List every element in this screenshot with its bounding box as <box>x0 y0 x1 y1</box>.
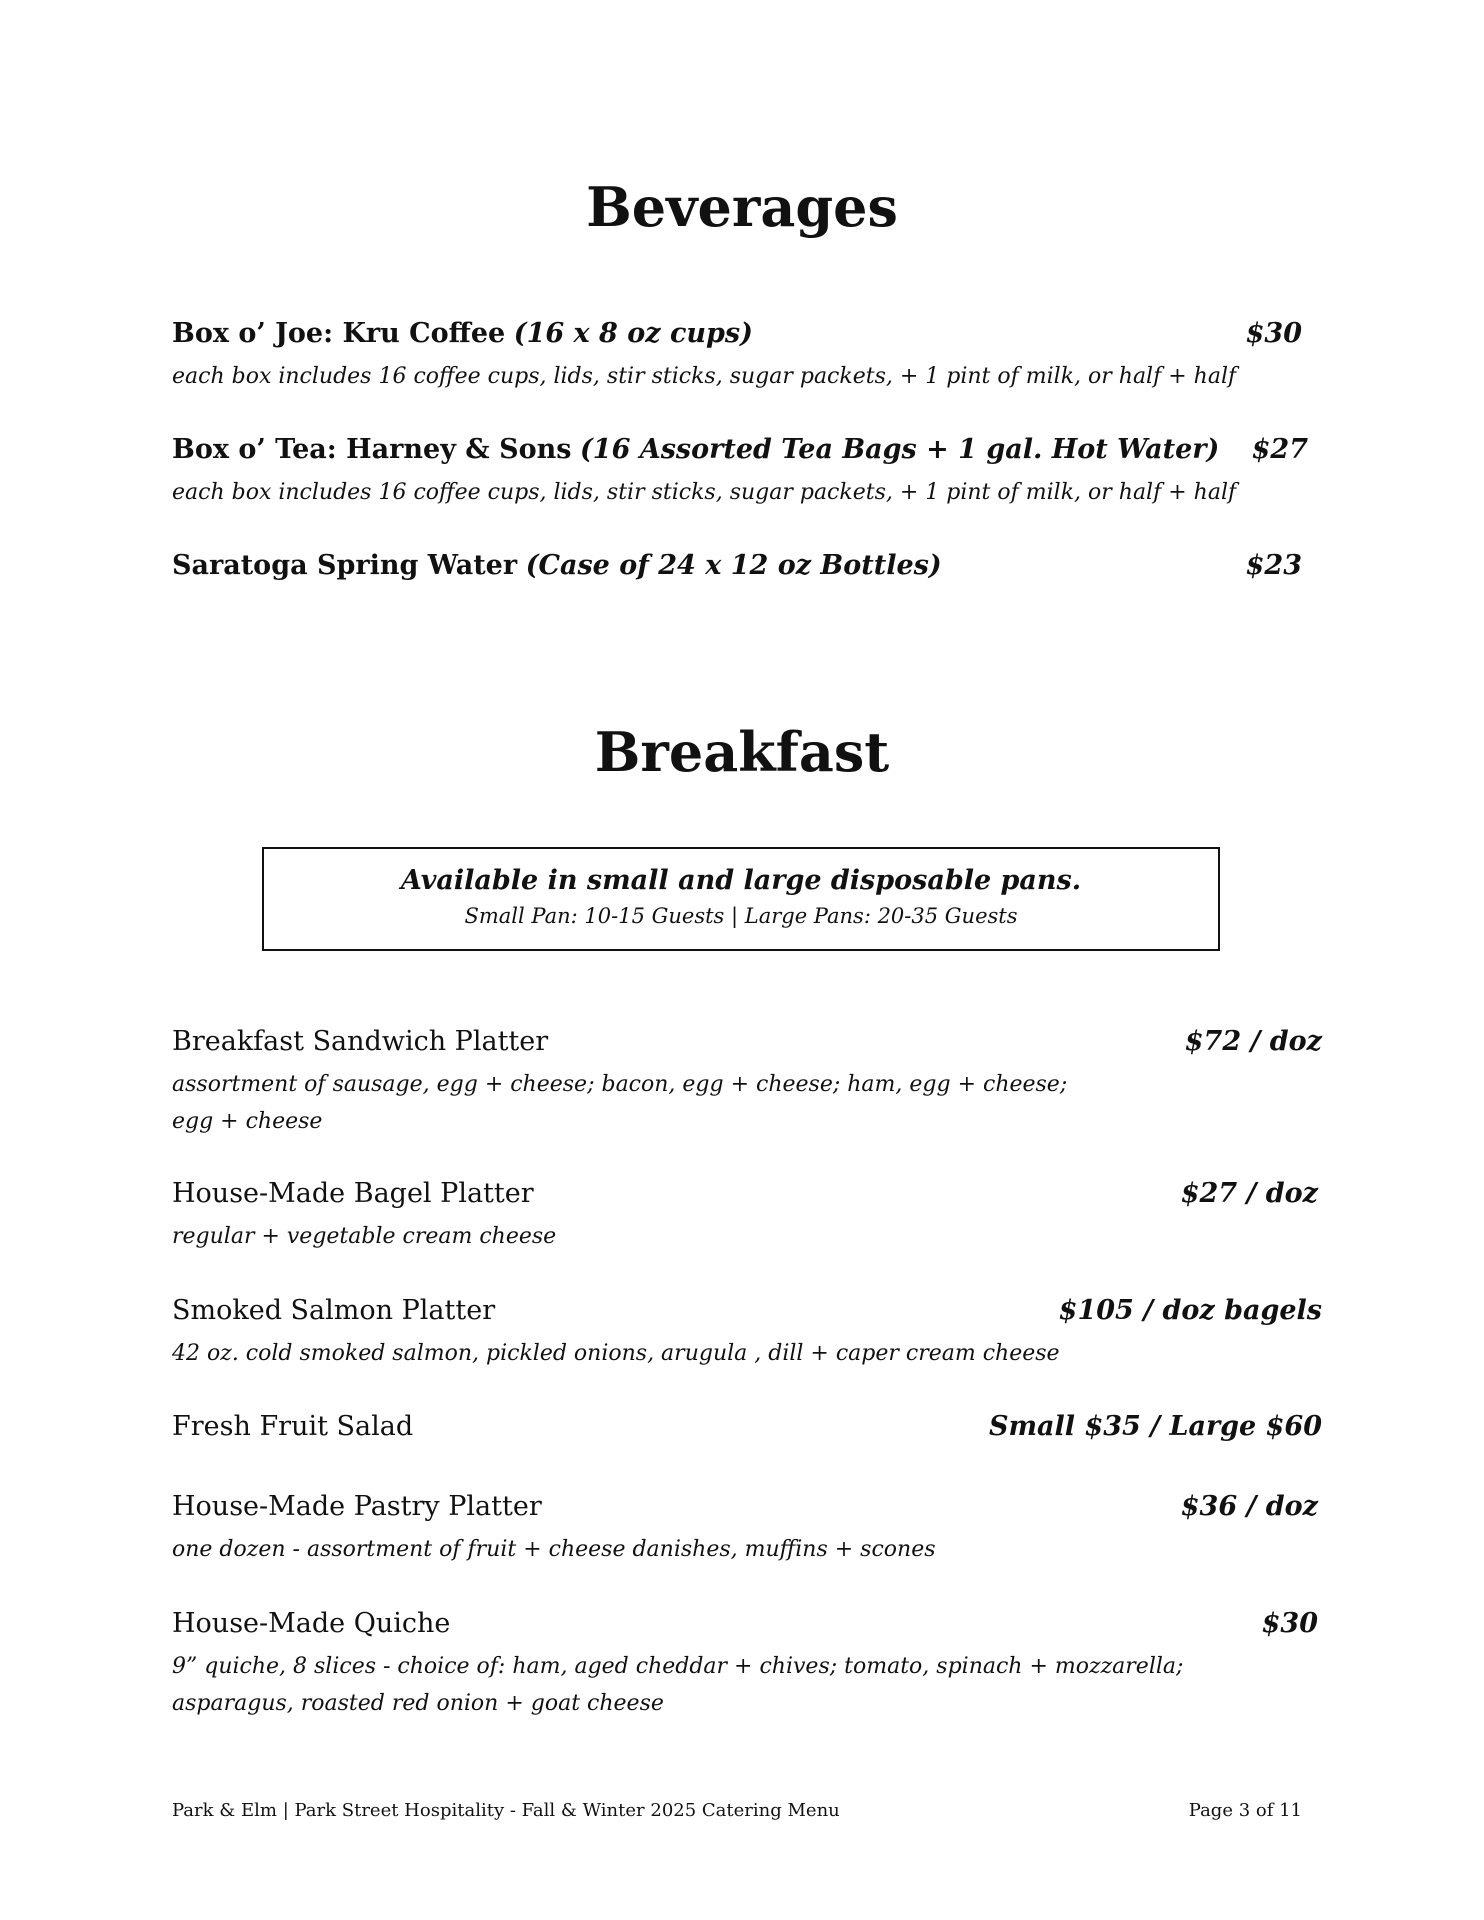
item-description: 42 oz. cold smoked salmon, pickled onions, arugula , dill + caper cream cheese <box>172 1341 1060 1366</box>
item-quantity: (16 x 8 oz cups) <box>513 318 753 349</box>
menu-item-smoked-salmon-platter <box>172 1295 1322 1372</box>
menu-item-quiche <box>172 1608 1322 1722</box>
menu-item-box-o-tea <box>172 434 1322 511</box>
item-name: Saratoga Spring Water <box>172 550 518 581</box>
item-price: $27 <box>1251 434 1308 465</box>
beverages-heading: Beverages <box>586 175 898 239</box>
footer-title: Park & Elm | Park Street Hospitality - Fall & Winter 2025 Catering Menu <box>172 1800 840 1821</box>
item-name: Box o’ Joe: Kru Coffee <box>172 318 506 349</box>
menu-item-pastry-platter <box>172 1491 1322 1568</box>
item-price: $27 / doz <box>1180 1178 1318 1209</box>
notice-headline: Available in small and large disposable pans. <box>400 865 1082 896</box>
item-price: $72 / doz <box>1184 1026 1322 1057</box>
menu-item-box-o-joe <box>172 318 1322 395</box>
item-description: regular + vegetable cream cheese <box>172 1224 557 1249</box>
item-price: $30 <box>1245 318 1302 349</box>
breakfast-heading: Breakfast <box>594 720 890 784</box>
menu-item-saratoga-water <box>172 550 1322 590</box>
pan-size-notice <box>262 847 1220 951</box>
item-price: $30 <box>1261 1608 1318 1639</box>
item-description: asparagus, roasted red onion + goat cheese <box>172 1691 664 1716</box>
page-number: Page 3 of 11 <box>1188 1800 1302 1821</box>
item-quantity: (Case of 24 x 12 oz Bottles) <box>525 550 942 581</box>
item-price: Small $35 / Large $60 <box>988 1411 1322 1442</box>
menu-item-fresh-fruit-salad <box>172 1411 1322 1451</box>
item-name: Box o’ Tea: Harney & Sons <box>172 434 572 465</box>
menu-item-breakfast-sandwich-platter <box>172 1026 1322 1140</box>
item-name: Smoked Salmon Platter <box>172 1295 496 1326</box>
item-description: assortment of sausage, egg + cheese; bacon, egg + cheese; ham, egg + cheese; <box>172 1072 1068 1097</box>
item-description: each box includes 16 coffee cups, lids, stir sticks, sugar packets, + 1 pint of milk, or half + half <box>172 364 1237 389</box>
item-description: 9” quiche, 8 slices - choice of: ham, aged cheddar + chives; tomato, spinach + mozzarella; <box>172 1654 1184 1679</box>
item-description: one dozen - assortment of fruit + cheese danishes, muffins + scones <box>172 1537 936 1562</box>
item-price: $105 / doz bagels <box>1058 1295 1322 1326</box>
item-description: each box includes 16 coffee cups, lids, stir sticks, sugar packets, + 1 pint of milk, or half + half <box>172 480 1237 505</box>
item-price: $23 <box>1245 550 1302 581</box>
item-price: $36 / doz <box>1180 1491 1318 1522</box>
item-name: Fresh Fruit Salad <box>172 1411 414 1442</box>
item-name: House-Made Pastry Platter <box>172 1491 542 1522</box>
item-name: House-Made Bagel Platter <box>172 1178 534 1209</box>
notice-detail: Small Pan: 10-15 Guests | Large Pans: 20-35 Guests <box>464 904 1018 928</box>
menu-item-bagel-platter <box>172 1178 1322 1255</box>
item-name: House-Made Quiche <box>172 1608 451 1639</box>
item-description: egg + cheese <box>172 1109 323 1134</box>
item-quantity: (16 Assorted Tea Bags + 1 gal. Hot Water) <box>580 434 1220 465</box>
item-name: Breakfast Sandwich Platter <box>172 1026 549 1057</box>
